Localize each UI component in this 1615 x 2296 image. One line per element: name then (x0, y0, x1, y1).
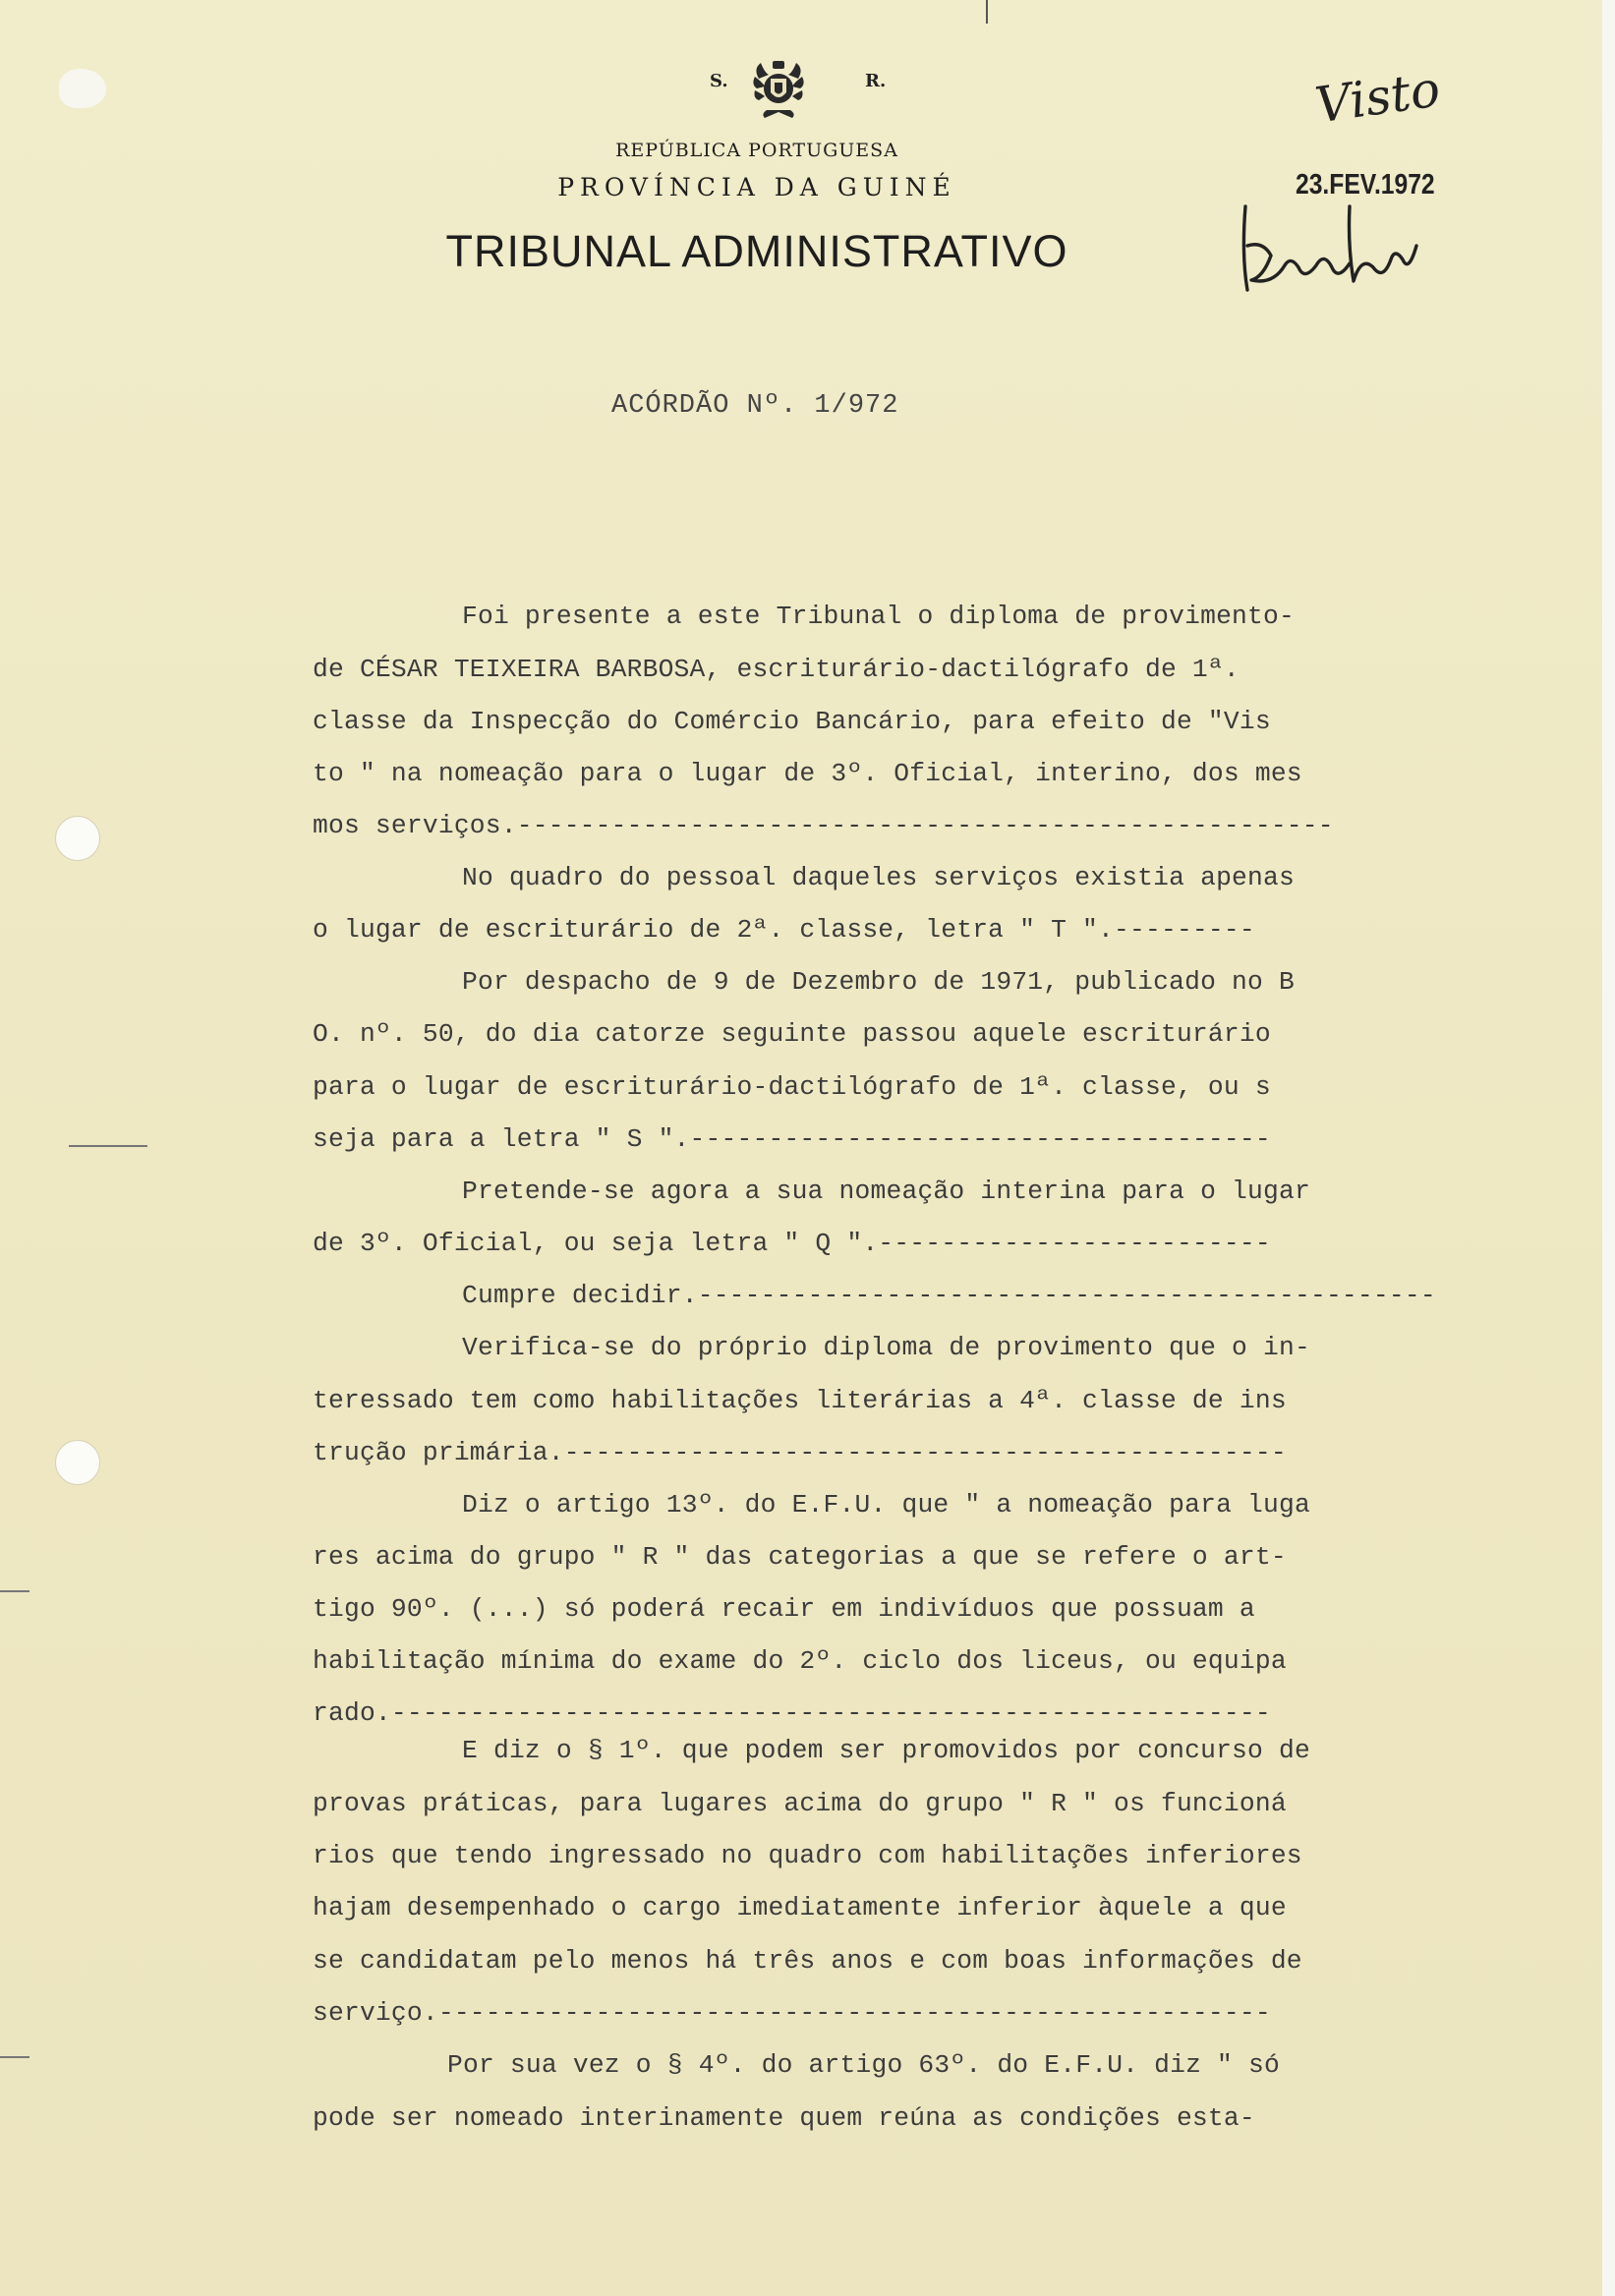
body-line: O. nº. 50, do dia catorze seguinte passou aquele escriturário (313, 1019, 1271, 1049)
body-line: res acima do grupo " R " das categorias a que se refere o art- (313, 1542, 1287, 1572)
body-line: pode ser nomeado interinamente quem reúna as condições esta- (313, 2103, 1255, 2133)
body-line: Cumpre decidir.----------------------------------------------- (462, 1281, 1436, 1310)
body-line: tigo 90º. (...) só poderá recair em indivíduos que possuam a (313, 1594, 1255, 1624)
body-line: Foi presente a este Tribunal o diploma de provimento- (462, 602, 1295, 631)
body-line: habilitação mínima do exame do 2º. ciclo dos liceus, ou equipa (313, 1646, 1287, 1676)
body-line: E diz o § 1º. que podem ser promovidos por concurso de (462, 1736, 1310, 1765)
scan-edge (1602, 0, 1615, 2296)
body-line: rios que tendo ingressado no quadro com habilitações inferiores (313, 1841, 1302, 1870)
body-line: de 3º. Oficial, ou seja letra " Q ".------------------------- (313, 1229, 1271, 1258)
body-line: to " na nomeação para o lugar de 3º. Oficial, interino, dos mes (313, 759, 1302, 788)
body-line: mos serviços.---------------------------------------------------- (313, 811, 1334, 840)
body-line: hajam desempenhado o cargo imediatamente inferior àquele a que (313, 1893, 1287, 1923)
visto-handwriting: Visto (1311, 60, 1444, 135)
header-province: PROVÍNCIA DA GUINÉ (557, 173, 956, 201)
body-line: Pretende-se agora a sua nomeação interina para o lugar (462, 1177, 1310, 1206)
coat-of-arms-icon (751, 59, 806, 120)
paper-tear (59, 69, 106, 108)
margin-mark (0, 2056, 29, 2058)
body-line: o lugar de escriturário de 2ª. classe, letra " T ".--------- (313, 915, 1255, 945)
body-line: Diz o artigo 13º. do E.F.U. que " a nomeação para luga (462, 1490, 1310, 1520)
body-line: rado.-------------------------------------------------------- (313, 1698, 1271, 1728)
body-line: trução primária.---------------------------------------------- (313, 1438, 1287, 1467)
margin-mark (0, 1590, 29, 1592)
crest-row (688, 59, 944, 118)
punch-hole-top (55, 816, 100, 861)
body-line: seja para a letra " S ".------------------------------------- (313, 1124, 1271, 1154)
body-line: Por sua vez o § 4º. do artigo 63º. do E.F.U. diz " só (447, 2050, 1280, 2080)
date-stamp: 23.FEV.1972 (1296, 169, 1435, 201)
acordao-title: ACÓRDÃO Nº. 1/972 (611, 391, 899, 421)
body-line: serviço.----------------------------------------------------- (313, 1998, 1271, 2028)
crest-right-letter: R. (865, 71, 887, 91)
margin-mark (69, 1145, 147, 1147)
crest-left-letter: S. (710, 71, 728, 91)
signature-icon (1234, 187, 1430, 305)
body-line: provas práticas, para lugares acima do grupo " R " os funcioná (313, 1789, 1287, 1818)
header-republic: REPÚBLICA PORTUGUESA (615, 140, 898, 161)
body-line: para o lugar de escriturário-dactilógrafo de 1ª. classe, ou s (313, 1072, 1271, 1102)
body-line: se candidatam pelo menos há três anos e com boas informações de (313, 1946, 1302, 1976)
top-tick-mark (986, 0, 988, 24)
body-line: Verifica-se do próprio diploma de provimento que o in- (462, 1333, 1310, 1362)
header-tribunal: TRIBUNAL ADMINISTRATIVO (445, 226, 1068, 276)
body-line: No quadro do pessoal daqueles serviços existia apenas (462, 863, 1295, 892)
body-line: Por despacho de 9 de Dezembro de 1971, publicado no B (462, 967, 1295, 997)
punch-hole-bottom (55, 1440, 100, 1485)
body-line: classe da Inspecção do Comércio Bancário, para efeito de "Vis (313, 707, 1271, 736)
body-line: de CÉSAR TEIXEIRA BARBOSA, escriturário-dactilógrafo de 1ª. (313, 655, 1240, 684)
body-line: teressado tem como habilitações literárias a 4ª. classe de ins (313, 1386, 1287, 1415)
